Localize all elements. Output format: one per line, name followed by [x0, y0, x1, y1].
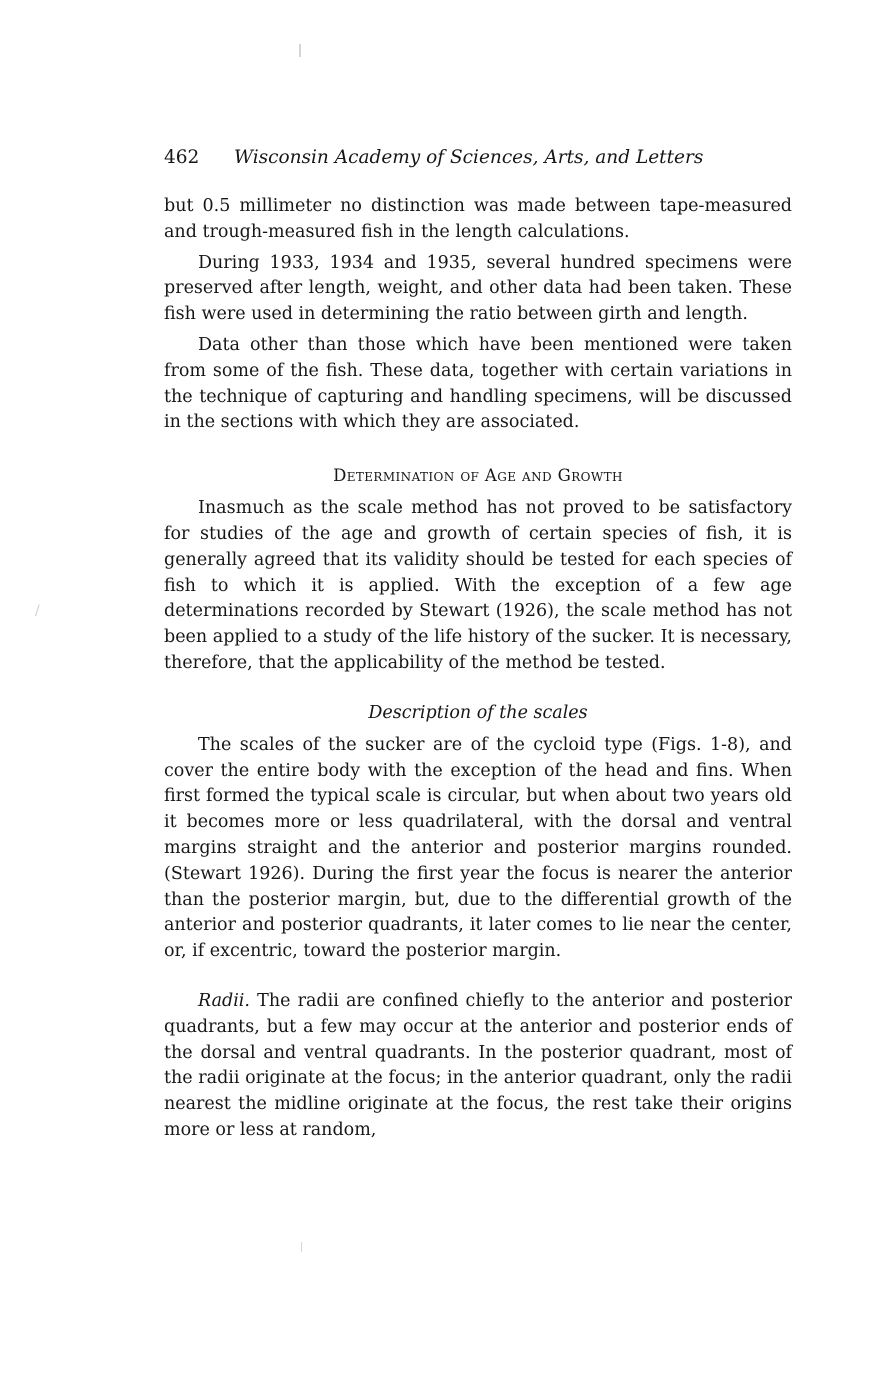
scan-mark-lower	[301, 1242, 302, 1252]
subsection-heading: Description of the scales	[368, 702, 588, 723]
scan-mark-margin: /	[35, 603, 40, 619]
section-heading: Determination of Age and Growth	[333, 466, 623, 486]
radii-run-in-heading: Radii.	[198, 990, 250, 1011]
running-head	[164, 144, 792, 172]
scale-description-paragraph: The scales of the sucker are of the cycloid type (Figs. 1-8), and cover the entire body with the exception of the head and fins. When first formed the typical scale is circular, but when about two years old it becomes more or less quadrilateral, with the dorsal and ventral margins straight and the anterior and posterior margins rounded. (Stewart 1926). During the first year the focus is nearer the anterior than the posterior margin, but, due to the differential growth of the anterior and posterior quadrants, it later comes to lie near the center, or, if excentric, toward the posterior margin.	[164, 734, 792, 962]
text-column	[164, 194, 792, 1144]
journal-title: Wisconsin Academy of Sciences, Arts, and Letters	[234, 147, 704, 168]
radii-text: The radii are confined chiefly to the anterior and posterior quadrants, but a few may occur at the anterior and posterior ends of the dorsal and ventral quadrants. In the posterior quadrant, most of the radii originate at the focus; in the anterior quadrant, only the radii nearest the midline originate at the focus, the rest take their origins more or less at random,	[164, 990, 792, 1140]
other-data-paragraph: Data other than those which have been mentioned were taken from some of the fish. These data, together with certain variations in the technique of capturing and handling specimens, will be discussed in the sections with which they are associated.	[164, 334, 792, 433]
radii-paragraph	[164, 989, 792, 1144]
section-intro-paragraph: Inasmuch as the scale method has not proved to be satisfactory for studies of the age and growth of certain species of fish, it is generally agreed that its validity should be tested for each species of fish to which it is applied. With the exception of a few age determinations recorded by Stewart (1926), the scale method has not been applied to a study of the life history of the sucker. It is necessary, therefore, that the applicability of the method be tested.	[164, 498, 792, 673]
measurement-paragraph: but 0.5 millimeter no distinction was made between tape-measured and trough-measured fish in the length calculations.	[164, 196, 792, 242]
scan-mark-top	[299, 44, 301, 57]
preserved-specimens-paragraph: During 1933, 1934 and 1935, several hundred specimens were preserved after length, weight, and other data had been taken. These fish were used in determining the ratio between girth and length.	[164, 252, 792, 325]
page-number: 462	[164, 147, 200, 168]
